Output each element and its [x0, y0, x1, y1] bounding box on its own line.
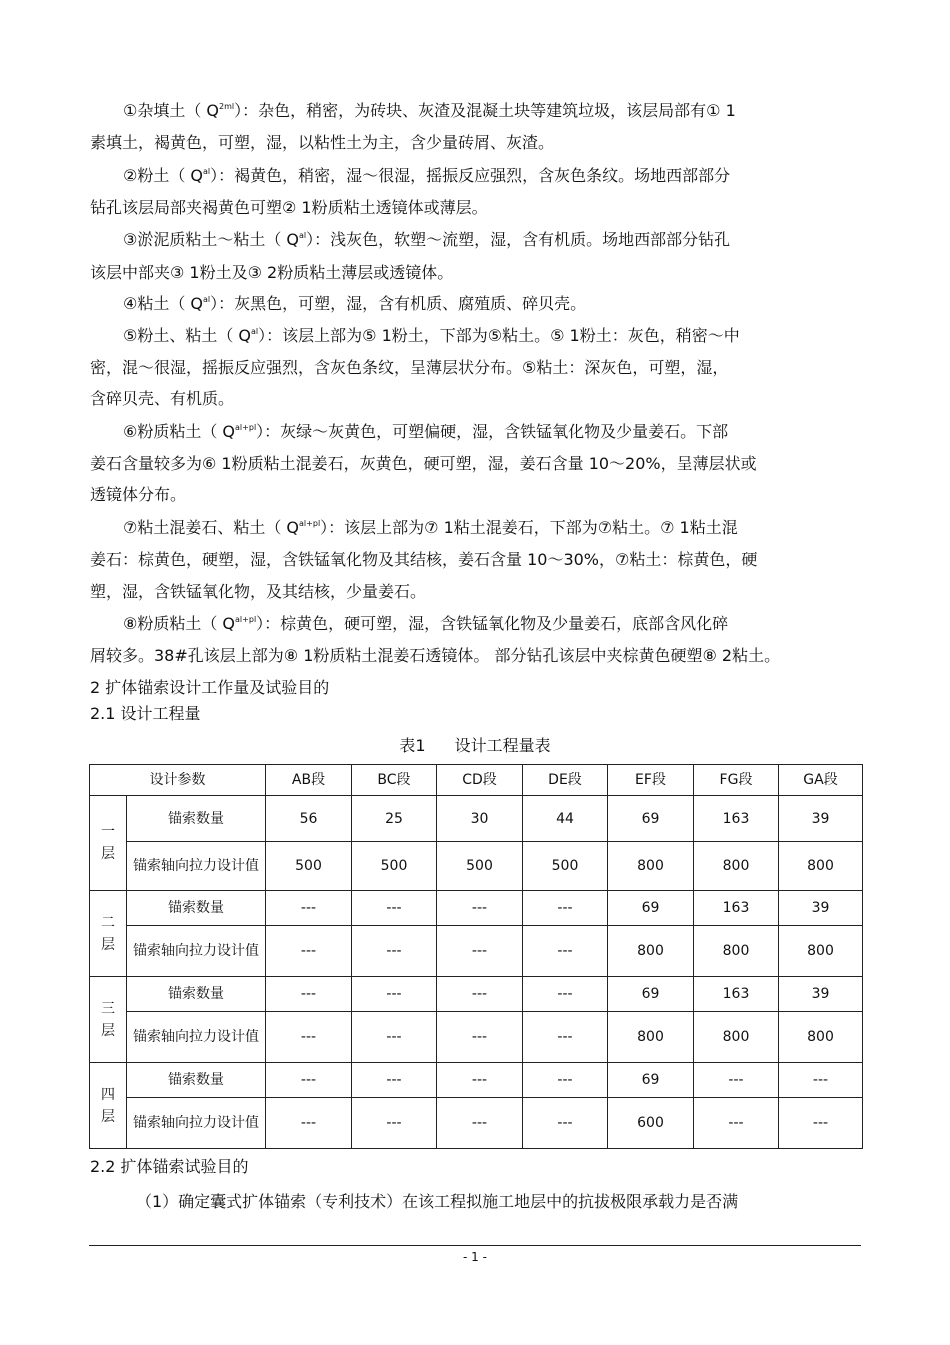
table-cell: --- — [523, 1063, 608, 1098]
page-number: - 1 - — [463, 1250, 487, 1264]
superscript: al+pl — [299, 519, 321, 528]
row-label: 锚索数量 — [127, 796, 266, 842]
table-cell: 800 — [694, 842, 779, 891]
subsection-heading: 2.2 扩体锚索试验目的 — [90, 1157, 249, 1176]
paragraph-line — [0, 131, 950, 155]
text-run: ）：该层上部为⑦ 1粘土混姜石，下部为⑦粘土。⑦ 1粘土混 — [320, 518, 738, 537]
table-cell: --- — [523, 1012, 608, 1063]
paragraph-line — [0, 228, 950, 252]
table-cell: --- — [352, 977, 437, 1012]
text-run: ）：浅灰色，软塑～流塑，湿，含有机质。场地西部部分钻孔 — [306, 230, 731, 249]
table-row — [90, 842, 863, 891]
text-run: 塑，湿，含铁锰氧化物，及其结核，少量姜石。 — [90, 582, 427, 601]
layer-label: 一 — [101, 824, 115, 840]
paragraph-line — [0, 164, 950, 188]
superscript: 2ml — [219, 102, 235, 111]
text-run: 该层中部夹③ 1粉土及③ 2粉质粘土薄层或透镜体。 — [90, 263, 454, 282]
superscript: al+pl — [235, 615, 257, 624]
text-run: ）：灰黑色，可塑，湿，含有机质、腐殖质、碎贝壳。 — [210, 294, 587, 313]
text-run: ⑧粉质粘土（ Q — [123, 614, 236, 633]
table-row — [90, 977, 863, 1012]
text-run: 透镜体分布。 — [90, 485, 187, 504]
paragraph-line — [0, 292, 950, 316]
layer-label: 层 — [101, 936, 115, 953]
superscript: al — [251, 327, 259, 336]
table-cell: 69 — [608, 1063, 694, 1098]
table-cell: --- — [779, 1063, 863, 1098]
table-cell: 800 — [779, 926, 863, 977]
table-cell: 39 — [779, 977, 863, 1012]
table-cell: 800 — [694, 926, 779, 977]
design-quantity-table — [89, 764, 863, 1149]
table-cell: 30 — [437, 796, 523, 842]
table-cell: 44 — [523, 796, 608, 842]
row-label: 锚索数量 — [127, 1063, 266, 1098]
paragraph-line — [0, 644, 950, 668]
layer-cell — [90, 796, 127, 891]
text-run: 素填土，褐黄色，可塑，湿，以粘性土为主，含少量砖屑、灰渣。 — [90, 133, 555, 152]
text-run: ）：棕黄色，硬可塑，湿，含铁锰氧化物及少量姜石，底部含风化碎 — [256, 614, 729, 633]
table-cell: 163 — [694, 977, 779, 1012]
table-cell: 500 — [437, 842, 523, 891]
table-cell: 163 — [694, 796, 779, 842]
table-cell: --- — [266, 926, 352, 977]
paragraph-line — [0, 387, 950, 411]
table-cell: --- — [523, 926, 608, 977]
text-run: ）：该层上部为⑤ 1粉土，下部为⑤粘土。⑤ 1粉土：灰色，稍密～中 — [258, 326, 740, 345]
table-cell: 800 — [694, 1012, 779, 1063]
text-run: ④粘土（ Q — [123, 294, 204, 313]
table-cell: 69 — [608, 891, 694, 926]
table-cell: --- — [266, 1098, 352, 1149]
table-cell: 800 — [608, 1012, 694, 1063]
text-run: ）：褐黄色，稍密，湿～很湿，摇振反应强烈，含灰色条纹。场地西部部分 — [210, 166, 731, 185]
text-run: 姜石：棕黄色，硬塑，湿，含铁锰氧化物及其结核，姜石含量 10～30%，⑦粘土：棕黄色，硬 — [90, 550, 758, 569]
table-cell: 500 — [266, 842, 352, 891]
table-row — [90, 796, 863, 842]
table-cell: --- — [437, 1098, 523, 1149]
text-run: ⑦粘土混姜石、粘土（ Q — [123, 518, 300, 537]
header-cell: DE段 — [523, 765, 608, 796]
header-cell: CD段 — [437, 765, 523, 796]
row-label: 锚索轴向拉力设计值 — [127, 1012, 266, 1063]
layer-cell — [90, 977, 127, 1063]
header-cell: BC段 — [352, 765, 437, 796]
section-heading: 2 扩体锚索设计工作量及试验目的 — [90, 678, 330, 697]
table-cell: --- — [779, 1098, 863, 1149]
table-cell: --- — [694, 1098, 779, 1149]
table-cell: 39 — [779, 796, 863, 842]
table-cell: --- — [352, 926, 437, 977]
paragraph-line — [0, 196, 950, 220]
paragraph-line — [0, 356, 950, 380]
footer-divider — [89, 1245, 861, 1246]
text-run: ）：杂色，稍密，为砖块、灰渣及混凝土块等建筑垃圾，该层局部有① 1 — [234, 101, 736, 120]
text-run: ⑤粉土、粘土（ Q — [123, 326, 252, 345]
table-title: 设计工程量表 — [454, 736, 551, 755]
paragraph-line — [0, 99, 950, 123]
row-label: 锚索轴向拉力设计值 — [127, 842, 266, 891]
table-cell: --- — [352, 1012, 437, 1063]
superscript: al — [203, 295, 211, 304]
text-run: 屑较多。38#孔该层上部为⑧ 1粉质粘土混姜石透镜体。 部分钻孔该层中夹棕黄色硬塑⑧ 2粘土。 — [90, 646, 781, 665]
paragraph-line — [0, 420, 950, 444]
table-cell: --- — [352, 1098, 437, 1149]
text-run: 含碎贝壳、有机质。 — [90, 389, 235, 408]
superscript: al+pl — [235, 423, 257, 432]
table-cell: --- — [352, 891, 437, 926]
table-row — [90, 926, 863, 977]
paragraph-line — [0, 580, 950, 604]
table-cell: --- — [523, 977, 608, 1012]
table-cell: --- — [437, 977, 523, 1012]
text-run: 钻孔该层局部夹褐黄色可塑② 1粉质粘土透镜体或薄层。 — [90, 198, 488, 217]
table-cell: 800 — [779, 1012, 863, 1063]
layer-cell — [90, 891, 127, 977]
row-label: 锚索轴向拉力设计值 — [127, 926, 266, 977]
text-run: ①杂填土（ Q — [123, 101, 220, 120]
table-cell: --- — [266, 1012, 352, 1063]
table-cell: --- — [437, 891, 523, 926]
header-cell: 设计参数 — [90, 765, 266, 796]
table-cell: --- — [694, 1063, 779, 1098]
text-run: ②粉土（ Q — [123, 166, 204, 185]
table-cell: --- — [523, 1098, 608, 1149]
table-cell: --- — [437, 1012, 523, 1063]
table-cell: 800 — [608, 842, 694, 891]
layer-label: 层 — [101, 1022, 115, 1039]
table-cell: 25 — [352, 796, 437, 842]
table-number: 表1 — [399, 736, 426, 755]
row-label: 锚索轴向拉力设计值 — [127, 1098, 266, 1149]
table-cell: --- — [437, 926, 523, 977]
paragraph-line — [0, 452, 950, 476]
header-cell: FG段 — [694, 765, 779, 796]
table-cell: --- — [266, 977, 352, 1012]
table-cell: 500 — [352, 842, 437, 891]
superscript: al — [299, 231, 307, 240]
subsection-heading: 2.1 设计工程量 — [90, 704, 201, 723]
paragraph-line — [0, 324, 950, 348]
row-label: 锚索数量 — [127, 891, 266, 926]
table-cell: 163 — [694, 891, 779, 926]
table-cell: 800 — [608, 926, 694, 977]
layer-label: 层 — [101, 1108, 115, 1125]
table-cell: 500 — [523, 842, 608, 891]
paragraph-line — [0, 548, 950, 572]
superscript: al — [203, 167, 211, 176]
table-cell: 800 — [779, 842, 863, 891]
text-run: ）：灰绿～灰黄色，可塑偏硬，湿，含铁锰氧化物及少量姜石。下部 — [256, 422, 729, 441]
header-cell: AB段 — [266, 765, 352, 796]
layer-label: 四 — [101, 1086, 115, 1103]
layer-label: 三 — [101, 1000, 115, 1017]
paragraph-line — [0, 516, 950, 540]
header-cell: EF段 — [608, 765, 694, 796]
table-cell: --- — [523, 891, 608, 926]
table-header-row — [90, 765, 863, 796]
text-run: 密，混～很湿，摇振反应强烈，含灰色条纹，呈薄层状分布。⑤粘土：深灰色，可塑，湿， — [90, 358, 729, 377]
table-cell: 600 — [608, 1098, 694, 1149]
table-cell: --- — [437, 1063, 523, 1098]
table-row — [90, 1063, 863, 1098]
header-cell: GA段 — [779, 765, 863, 796]
table-caption — [0, 733, 950, 756]
table-cell: 56 — [266, 796, 352, 842]
layer-label: 二 — [101, 914, 115, 931]
table-cell: 69 — [608, 977, 694, 1012]
table-cell: --- — [266, 891, 352, 926]
table-cell: --- — [352, 1063, 437, 1098]
text-run: ③淤泥质粘土～粘土（ Q — [123, 230, 300, 249]
table-cell: --- — [266, 1063, 352, 1098]
layer-label: 层 — [101, 846, 115, 862]
paragraph-line — [0, 612, 950, 636]
paragraph-line — [0, 261, 950, 285]
text-run: ⑥粉质粘土（ Q — [123, 422, 236, 441]
text-run: 姜石含量较多为⑥ 1粉质粘土混姜石，灰黄色，硬可塑，湿，姜石含量 10～20%，呈薄层状或 — [90, 454, 757, 473]
list-item: （1）确定囊式扩体锚索（专利技术）在该工程拟施工地层中的抗拔极限承载力是否满 — [136, 1192, 739, 1211]
table-cell: 39 — [779, 891, 863, 926]
table-cell: 69 — [608, 796, 694, 842]
layer-cell — [90, 1063, 127, 1149]
paragraph-line — [0, 483, 950, 507]
table-row — [90, 1098, 863, 1149]
table-row — [90, 1012, 863, 1063]
row-label: 锚索数量 — [127, 977, 266, 1012]
table-row — [90, 891, 863, 926]
